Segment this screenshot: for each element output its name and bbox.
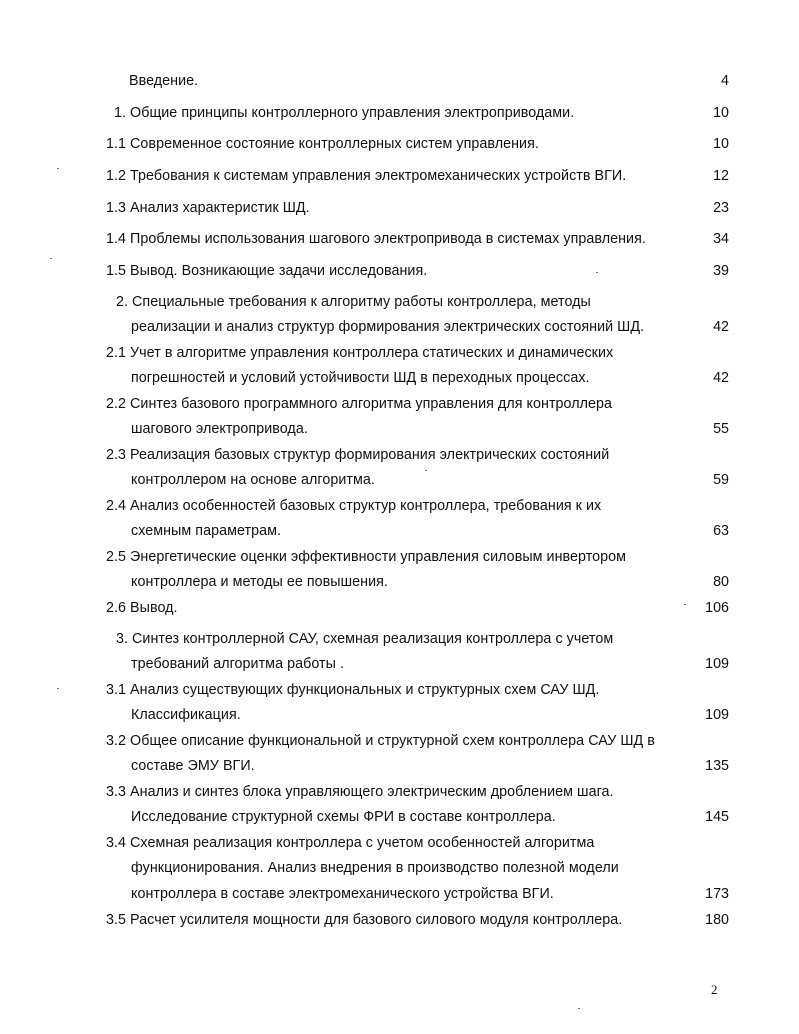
toc-entry-chapter-1: 1. Общие принципы контроллерного управления электроприводами. <box>114 105 575 121</box>
toc-entry-2-5: 2.5 Энергетические оценки эффективности управления силовым инвертором <box>106 549 627 565</box>
toc-entry-introduction: Введение. <box>129 73 199 89</box>
toc-page-number: 10 <box>713 136 729 152</box>
scan-speck <box>50 258 52 259</box>
toc-page-number: 59 <box>713 472 729 488</box>
toc-entry-3-4: 3.4 Схемная реализация контроллера с учетом особенностей алгоритма <box>106 835 595 851</box>
toc-entry-2-3-cont: контроллером на основе алгоритма. <box>131 472 375 488</box>
toc-entry-chapter-3: 3. Синтез контроллерной САУ, схемная реализация контроллера с учетом <box>116 631 614 647</box>
scan-speck <box>57 168 59 169</box>
toc-page-number: 109 <box>705 707 729 723</box>
toc-entry-3-3: 3.3 Анализ и синтез блока управляющего электрическим дроблением шага. <box>106 784 614 800</box>
toc-page-number: 4 <box>721 73 729 89</box>
toc-entry-2-1-cont: погрешностей и условий устойчивости ШД в переходных процессах. <box>131 370 590 386</box>
scan-speck <box>596 272 598 273</box>
scan-speck <box>425 470 427 471</box>
toc-entry-3-1-cont: Классификация. <box>131 707 241 723</box>
toc-page-number: 145 <box>705 809 729 825</box>
toc-entry-2-1: 2.1 Учет в алгоритме управления контроллера статических и динамических <box>106 345 614 361</box>
toc-entry-chapter-3-cont: требований алгоритма работы . <box>131 656 344 672</box>
toc-page-number: 63 <box>713 523 729 539</box>
toc-entry-3-1: 3.1 Анализ существующих функциональных и структурных схем САУ ШД. <box>106 682 600 698</box>
toc-page-number: 39 <box>713 263 729 279</box>
toc-entry-2-6: 2.6 Вывод. <box>106 600 178 616</box>
toc-entry-3-2: 3.2 Общее описание функциональной и структурной схем контроллера САУ ШД в <box>106 733 655 749</box>
toc-entry-1-2: 1.2 Требования к системам управления электромеханических устройств ВГИ. <box>106 168 627 184</box>
toc-entry-1-5: 1.5 Вывод. Возникающие задачи исследования. <box>106 263 428 279</box>
toc-entry-2-2-cont: шагового электропривода. <box>131 421 308 437</box>
toc-page-number: 23 <box>713 200 729 216</box>
toc-page-number: 10 <box>713 105 729 121</box>
toc-page-number: 135 <box>705 758 729 774</box>
toc-page-number: 12 <box>713 168 729 184</box>
toc-page-number: 106 <box>705 600 729 616</box>
toc-entry-3-4-cont: функционирования. Анализ внедрения в производство полезной модели <box>131 860 619 876</box>
toc-entry-3-5: 3.5 Расчет усилителя мощности для базового силового модуля контроллера. <box>106 912 623 928</box>
toc-page-number: 42 <box>713 319 729 335</box>
toc-page-number: 34 <box>713 231 729 247</box>
toc-entry-2-2: 2.2 Синтез базового программного алгоритма управления для контроллера <box>106 396 613 412</box>
toc-entry-1-4: 1.4 Проблемы использования шагового электропривода в системах управления. <box>106 231 646 247</box>
toc-entry-2-4: 2.4 Анализ особенностей базовых структур контроллера, требования к их <box>106 498 602 514</box>
scan-speck <box>684 604 686 605</box>
toc-entry-3-2-cont: составе ЭМУ ВГИ. <box>131 758 255 774</box>
toc-entry-2-5-cont: контроллера и методы ее повышения. <box>131 574 388 590</box>
toc-entry-1-1: 1.1 Современное состояние контроллерных систем управления. <box>106 136 539 152</box>
toc-entry-3-3-cont: Исследование структурной схемы ФРИ в составе контроллера. <box>131 809 556 825</box>
toc-page-number: 109 <box>705 656 729 672</box>
toc-entry-chapter-2-cont: реализации и анализ структур формирования электрических состояний ШД. <box>131 319 645 335</box>
toc-entry-3-4-cont: контроллера в составе электромеханического устройства ВГИ. <box>131 886 554 902</box>
toc-page-number: 173 <box>705 886 729 902</box>
toc-page-number: 55 <box>713 421 729 437</box>
toc-page-number: 80 <box>713 574 729 590</box>
toc-entry-chapter-2: 2. Специальные требования к алгоритму работы контроллера, методы <box>116 294 591 310</box>
scan-speck <box>57 688 59 689</box>
toc-entry-2-3: 2.3 Реализация базовых структур формирования электрических состояний <box>106 447 610 463</box>
toc-page-number: 42 <box>713 370 729 386</box>
toc-entry-1-3: 1.3 Анализ характеристик ШД. <box>106 200 310 216</box>
toc-entry-2-4-cont: схемным параметрам. <box>131 523 281 539</box>
page-number: 2 <box>711 982 718 997</box>
toc-page-number: 180 <box>705 912 729 928</box>
scan-speck <box>578 1008 580 1009</box>
